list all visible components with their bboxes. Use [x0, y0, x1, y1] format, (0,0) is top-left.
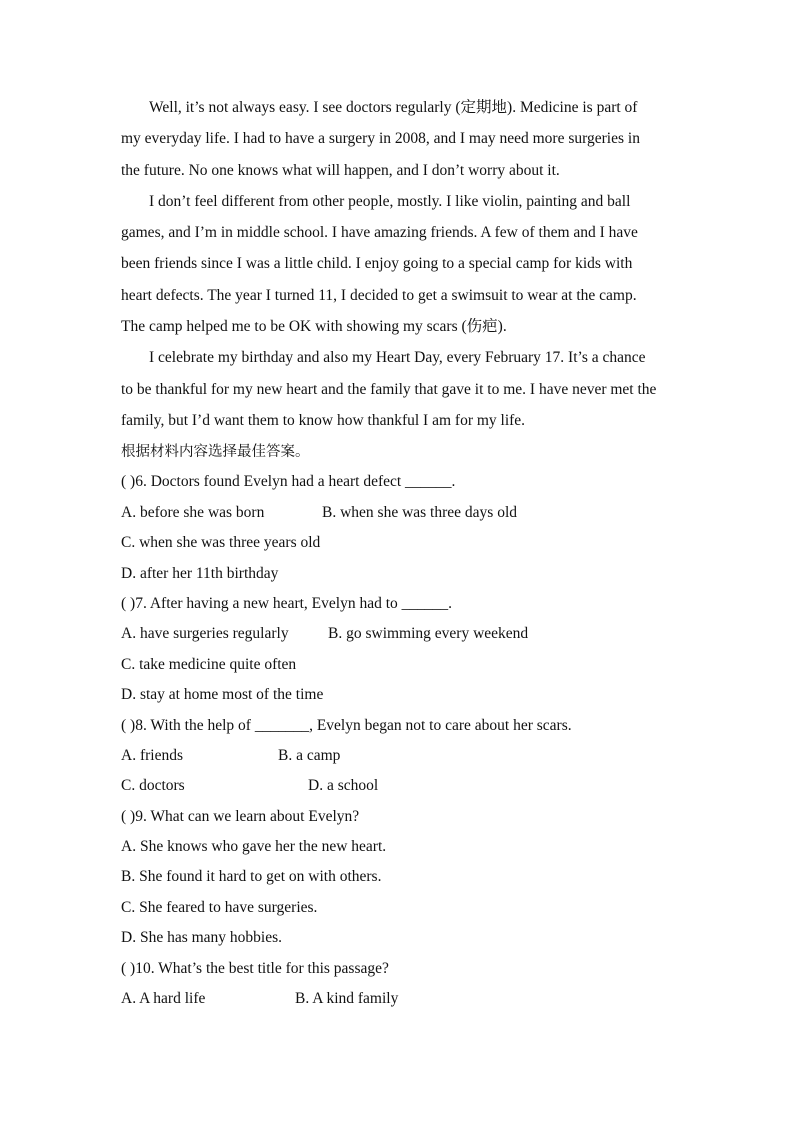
passage-line: family, but I’d want them to know how thankful I am for my life.: [121, 411, 526, 429]
passage-line: been friends since I was a little child. I enjoy going to a special camp for kids with: [121, 255, 633, 273]
question-8-options-cd: [121, 771, 721, 801]
question-6-option-a: A. before she was born: [121, 503, 265, 521]
question-6-option-d: D. after her 11th birthday: [121, 564, 279, 582]
question-7-option-a: A. have surgeries regularly: [121, 625, 289, 643]
question-10-option-b: B. A kind family: [295, 990, 399, 1008]
question-10-stem: ( )10. What’s the best title for this passage?: [121, 959, 389, 977]
passage-line: my everyday life. I had to have a surgery in 2008, and I may need more surgeries in: [121, 130, 640, 148]
passage-line: to be thankful for my new heart and the family that gave it to me. I have never met the: [121, 380, 657, 398]
passage-line: the future. No one knows what will happen, and I don’t worry about it.: [121, 161, 560, 179]
question-9-option-a: A. She knows who gave her the new heart.: [121, 838, 387, 856]
question-7-option-c: C. take medicine quite often: [121, 655, 297, 673]
question-7-stem: ( )7. After having a new heart, Evelyn had to ______.: [121, 594, 453, 612]
question-8-option-d: D. a school: [308, 777, 379, 795]
question-9-option-b: B. She found it hard to get on with others.: [121, 868, 382, 886]
question-7-option-b: B. go swimming every weekend: [328, 625, 529, 643]
passage-line: games, and I’m in middle school. I have amazing friends. A few of them and I have: [121, 224, 638, 242]
question-8-stem: ( )8. With the help of _______, Evelyn began not to care about her scars.: [121, 716, 572, 734]
question-9-option-d: D. She has many hobbies.: [121, 929, 283, 947]
question-8-option-b: B. a camp: [278, 746, 341, 764]
questions-section: [121, 437, 721, 1014]
passage-line: heart defects. The year I turned 11, I decided to get a swimsuit to wear at the camp.: [121, 286, 637, 304]
reading-passage: [121, 92, 686, 436]
question-8-options-ab: [121, 741, 721, 771]
question-7-options-ab: [121, 619, 721, 649]
question-9-option-c: C. She feared to have surgeries.: [121, 898, 318, 916]
question-6-option-c: C. when she was three years old: [121, 534, 321, 552]
passage-line: Well, it’s not always easy. I see doctors regularly (定期地). Medicine is part of: [149, 99, 638, 116]
passage-line: I celebrate my birthday and also my Heart Day, every February 17. It’s a chance: [149, 349, 646, 367]
question-6-options-ab: [121, 498, 721, 528]
passage-line: The camp helped me to be OK with showing my scars (伤疤).: [121, 318, 507, 336]
instruction-text: 根据材料内容选择最佳答案。: [121, 444, 310, 460]
question-6-option-b: B. when she was three days old: [322, 503, 517, 521]
question-10-option-a: A. A hard life: [121, 990, 206, 1008]
question-8-option-a: A. friends: [121, 746, 183, 764]
question-9-stem: ( )9. What can we learn about Evelyn?: [121, 807, 360, 825]
question-7-option-d: D. stay at home most of the time: [121, 686, 324, 704]
question-8-option-c: C. doctors: [121, 777, 185, 795]
passage-line: I don’t feel different from other people, mostly. I like violin, painting and ball: [149, 192, 631, 210]
question-6-stem: ( )6. Doctors found Evelyn had a heart defect ______.: [121, 473, 456, 491]
question-10-options-ab: [121, 984, 721, 1014]
